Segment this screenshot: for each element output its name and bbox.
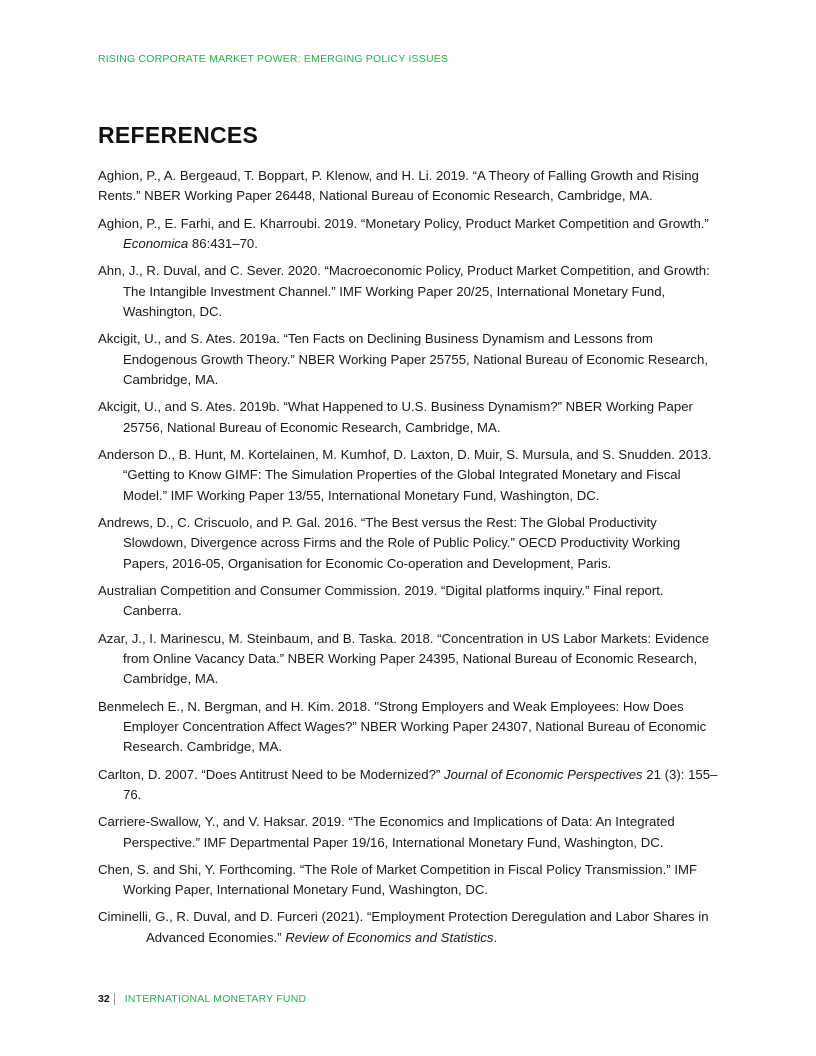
reference-details: 86:431–70. (188, 236, 258, 252)
reference-journal: Journal of Economic Perspectives (444, 766, 643, 782)
reference-text: Anderson D., B. Hunt, M. Kortelainen, M. Kumhof, D. Laxton, D. Muir, S. Mursula, and S. Snudden. 2013. “Getting to Know GIMF: The Simulation Properties of the Global Integrated Monetary and Fiscal Model.” IMF Working Paper 13/55, International Monetary Fund, Washington, DC. (98, 446, 712, 503)
reference-item (98, 907, 718, 948)
page-number: 32 (98, 993, 115, 1005)
reference-item (98, 581, 718, 622)
reference-text: Akcigit, U., and S. Ates. 2019b. “What Happened to U.S. Business Dynamism?” NBER Working Paper 25756, National Bureau of Economic Research, Cambridge, MA. (98, 399, 693, 435)
reference-text: Benmelech E., N. Bergman, and H. Kim. 2018. "Strong Employers and Weak Employees: How Does Employer Concentration Affect Wages?” NBER Working Paper 24307, National Bureau of Economic Research. Cambridge, MA. (98, 698, 707, 755)
reference-text: Ciminelli, G., R. Duval, and D. Furceri (2021). “Employment Protection Deregulation and Labor Shares in Advanced Economies.” (98, 909, 709, 945)
reference-item (98, 166, 718, 207)
reference-details: . (493, 929, 498, 945)
section-title: REFERENCES (98, 122, 259, 148)
reference-journal: Review of Economics and Statistics (285, 929, 494, 945)
reference-text: Aghion, P., E. Farhi, and E. Kharroubi. 2019. “Monetary Policy, Product Market Competition and Growth.” (98, 215, 709, 231)
reference-item (98, 261, 718, 322)
reference-text: Akcigit, U., and S. Ates. 2019a. “Ten Facts on Declining Business Dynamism and Lessons from Endogenous Growth Theory.” NBER Working Paper 25755, National Bureau of Economic Research, Cambridge, MA. (98, 331, 708, 388)
page-footer (98, 993, 306, 1005)
reference-item (98, 214, 718, 255)
reference-item (98, 765, 718, 806)
reference-text: Aghion, P., A. Bergeaud, T. Boppart, P. Klenow, and H. Li. 2019. “A Theory of Falling Growth and Rising Rents.” NBER Working Paper 26448, National Bureau of Economic Research, Cambridge, MA. (98, 168, 699, 204)
reference-item (98, 860, 718, 901)
footer-organization: INTERNATIONAL MONETARY FUND (124, 993, 307, 1005)
reference-text: Australian Competition and Consumer Commission. 2019. “Digital platforms inquiry.” Final report. Canberra. (98, 582, 664, 619)
reference-text: Carlton, D. 2007. “Does Antitrust Need to be Modernized?” (98, 766, 444, 782)
reference-text: Azar, J., I. Marinescu, M. Steinbaum, and B. Taska. 2018. “Concentration in US Labor Markets: Evidence from Online Vacancy Data.” NBER Working Paper 24395, National Bureau of Economic Research, Cambridge, MA. (98, 630, 710, 687)
reference-item (98, 812, 718, 853)
reference-text: Carriere-Swallow, Y., and V. Haksar. 2019. “The Economics and Implications of Data: An Integrated Perspective.” IMF Departmental Paper 19/16, International Monetary Fund, Washington, DC. (98, 814, 675, 850)
reference-text: Chen, S. and Shi, Y. Forthcoming. “The Role of Market Competition in Fiscal Policy Transmission.” IMF Working Paper, International Monetary Fund, Washington, DC. (98, 861, 698, 898)
reference-text: Ahn, J., R. Duval, and C. Sever. 2020. “Macroeconomic Policy, Product Market Competition, and Growth: The Intangible Investment Channel.” IMF Working Paper 20/25, International Monetary Fund, Washington, DC. (98, 263, 710, 320)
reference-item (98, 629, 718, 690)
running-header: RISING CORPORATE MARKET POWER: EMERGING POLICY ISSUES (98, 53, 449, 65)
reference-details: 21 (3): 155–76. (123, 766, 718, 802)
reference-journal: Economica (123, 236, 189, 252)
reference-list (98, 166, 718, 955)
reference-item (98, 329, 718, 390)
reference-text: Andrews, D., C. Criscuolo, and P. Gal. 2016. “The Best versus the Rest: The Global Productivity Slowdown, Divergence across Firms and the Role of Public Policy.” OECD Productivity Working Papers, 2016-05, Organisation for Economic Co-operation and Development, Paris. (98, 514, 681, 571)
reference-item (98, 397, 718, 438)
reference-item (98, 697, 718, 758)
reference-item (98, 445, 718, 506)
reference-item (98, 513, 718, 574)
